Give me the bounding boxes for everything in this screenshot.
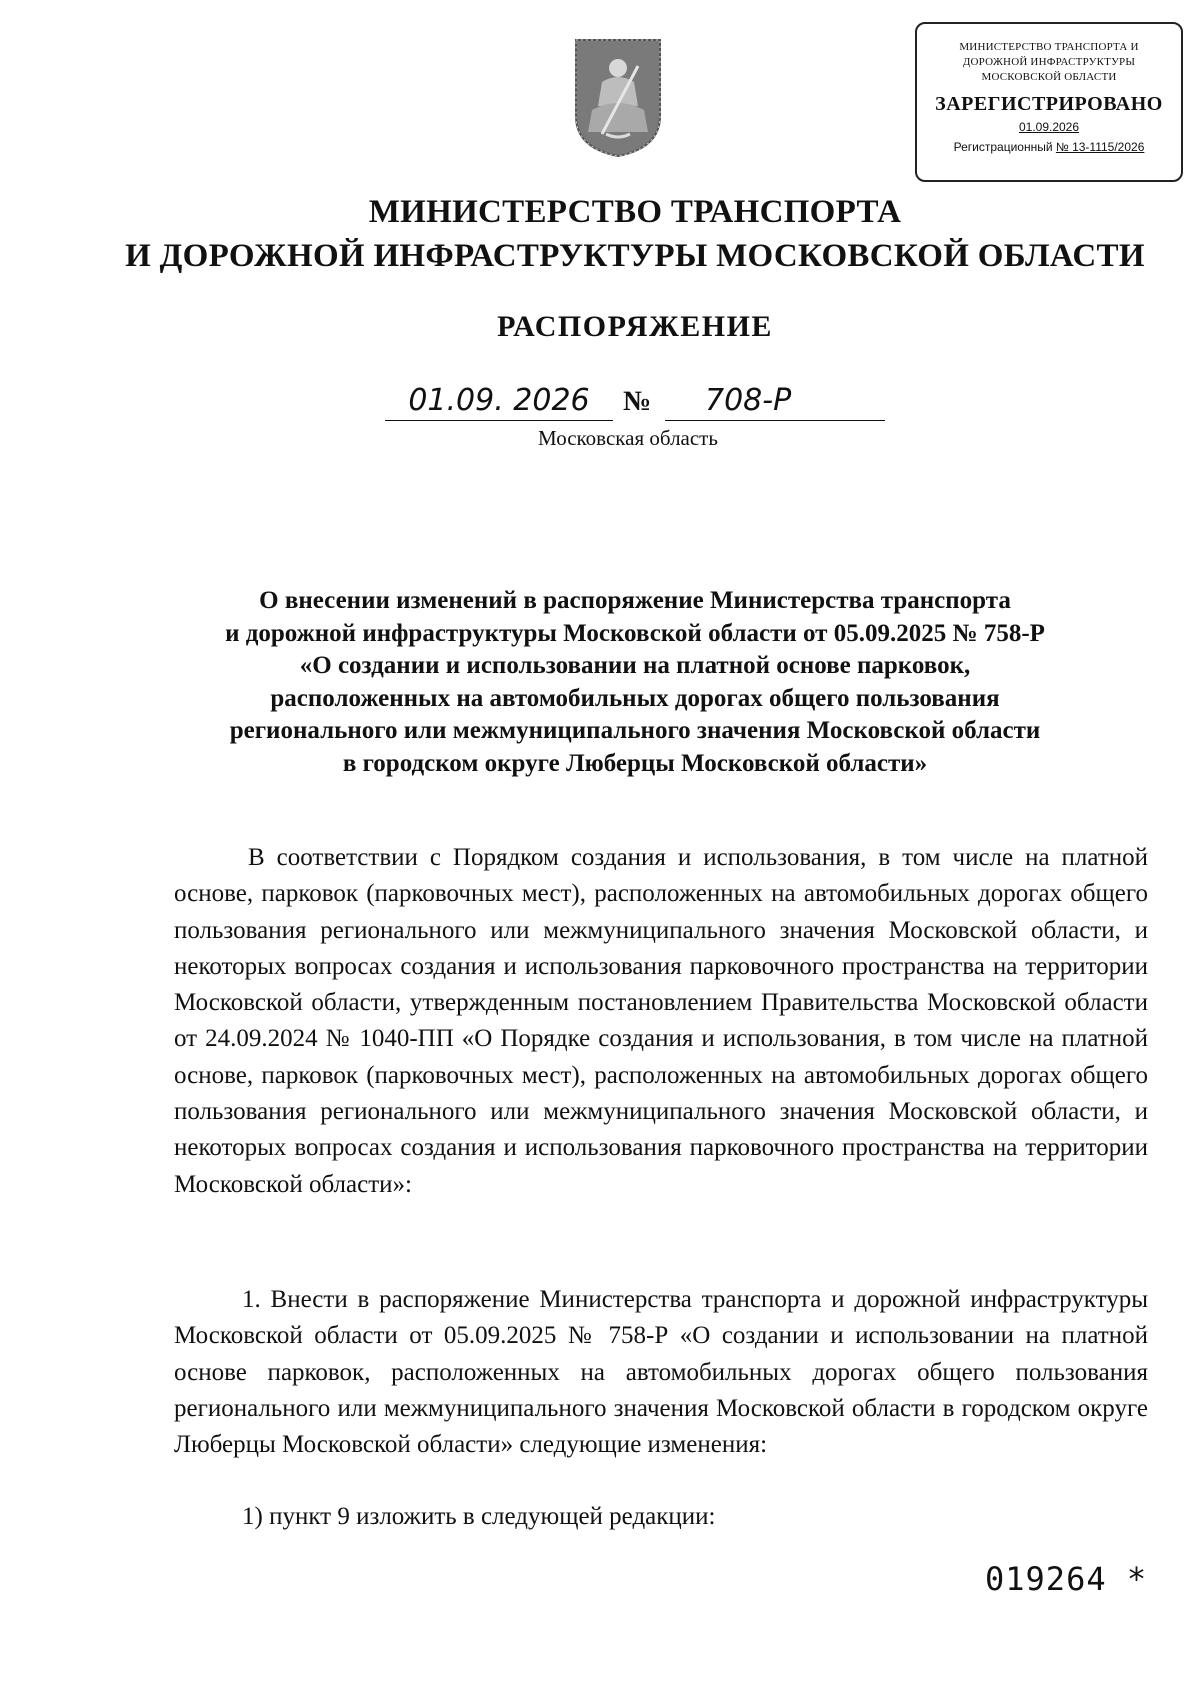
- stamp-org-line: МОСКОВСКОЙ ОБЛАСТИ: [981, 71, 1117, 83]
- subject-line: и дорожной инфраструктуры Московской области от 05.09.2025 № 758-Р: [225, 619, 1045, 647]
- number-sign: №: [623, 386, 652, 417]
- registration-stamp: [915, 22, 1183, 182]
- ministry-title-line: И ДОРОЖНОЙ ИНФРАСТРУКТУРЫ МОСКОВСКОЙ ОБЛАСТИ: [125, 238, 1145, 274]
- date-number-line: [385, 382, 885, 424]
- stamp-organization: [917, 40, 1181, 85]
- body-paragraph-item-1: 1. Внести в распоряжение Министерства транспорта и дорожной инфраструктуры Московской области от 05.09.2025 № 758-Р «О создании и использовании на платной основе парковок, расположенных на автомобильных дорогах общего пользования регионального или межмуниципального значения Московской области в городском округе Люберцы Московской области» следующие изменения:: [174, 1286, 1148, 1459]
- subject-line: «О создании и использовании на платной основе парковок,: [299, 652, 971, 679]
- subject-line: в городском округе Люберцы Московской области»: [342, 749, 928, 777]
- ministry-title: [0, 190, 1200, 278]
- ministry-title-line: МИНИСТЕРСТВО ТРАНСПОРТА: [368, 194, 902, 230]
- stamp-reg-label: Регистрационный: [953, 140, 1053, 154]
- handwritten-number: 708-Р: [665, 382, 885, 421]
- handwritten-date: 01.09. 2026: [385, 382, 613, 421]
- subject-line: расположенных на автомобильных дорогах общего пользования: [270, 684, 1000, 712]
- stamp-date: 01.09.2026: [1018, 120, 1080, 134]
- stamp-org-line: МИНИСТЕРСТВО ТРАНСПОРТА И: [959, 41, 1139, 53]
- subject-line: регионального или межмуниципального значения Московской области: [229, 717, 1041, 744]
- body-paragraph-preamble: В соответствии с Порядком создания и использования, в том числе на платной основе, парковок (парковочных мест), расположенных на автомобильных дорогах общего пользования регионального или межмуниципального значения Московской области, и некоторых вопросах создания и использования парковочного пространства на территории Московской области, утвержденным постановлением Правительства Московской области от 24.09.2024 № 1040-ПП «О Порядке создания и использования, в том числе на платной основе, парковок (парковочных мест), расположенных на автомобильных дорогах общего пользования регионального или межмуниципального значения Московской области, и некоторых вопросах создания и использования парковочного пространства на территории Московской области»:: [174, 844, 1148, 1198]
- stamp-reg-number: № 13-1115/2026: [1055, 140, 1145, 154]
- body-paragraph-subitem-1: 1) пункт 9 изложить в следующей редакции:: [242, 1503, 716, 1530]
- stamp-registration-number: [917, 140, 1181, 154]
- subject-line: О внесении изменений в распоряжение Министерства транспорта: [259, 587, 1011, 614]
- document-serial-number: 019264 *: [985, 1560, 1148, 1598]
- coat-of-arms-icon: [572, 36, 664, 160]
- document-subject: [0, 585, 1200, 780]
- document-type: РАСПОРЯЖЕНИЕ: [497, 310, 773, 343]
- stamp-status: ЗАРЕГИСТРИРОВАНО: [935, 93, 1163, 115]
- place-of-issue: Московская область: [538, 426, 718, 450]
- stamp-org-line: ДОРОЖНОЙ ИНФРАСТРУКТУРЫ: [962, 56, 1136, 68]
